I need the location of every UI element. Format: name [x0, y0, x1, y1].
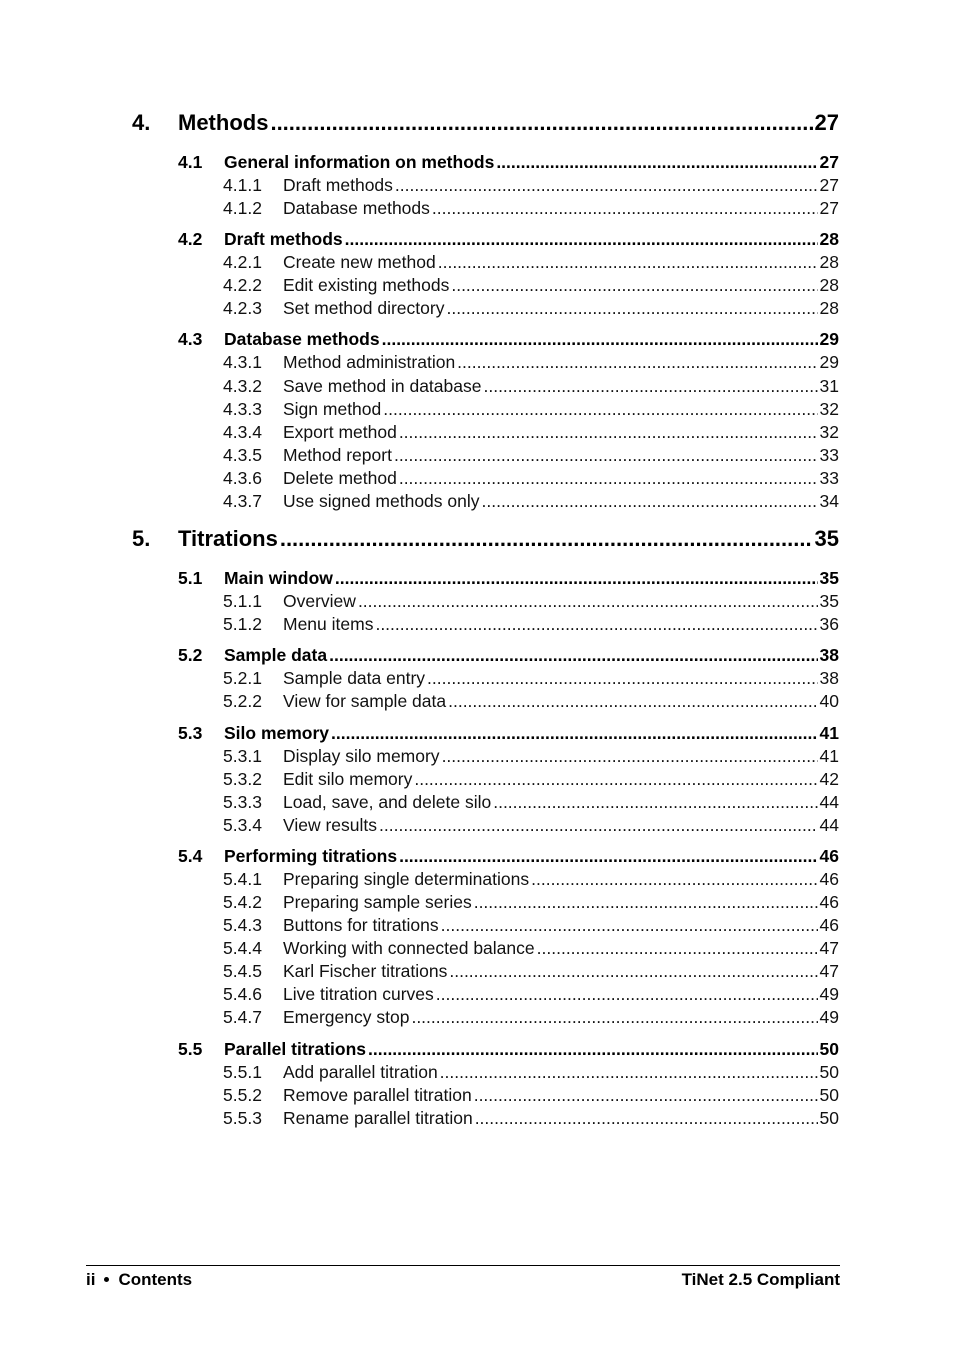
entry-title: Load, save, and delete silo	[283, 791, 492, 812]
toc-section[interactable]	[132, 152, 839, 175]
toc-section[interactable]	[132, 1039, 839, 1062]
toc-subsection[interactable]	[132, 1108, 839, 1131]
entry-page-number: 50	[819, 1038, 839, 1059]
entry-page-number: 32	[819, 398, 839, 419]
leader-dots	[382, 329, 818, 350]
entry-number: 5.3.2	[223, 768, 262, 789]
entry-number: 5.4.6	[223, 984, 262, 1005]
entry-title: Rename parallel titration	[283, 1107, 473, 1128]
entry-title: General information on methods	[224, 152, 495, 172]
toc-subsection[interactable]	[132, 1062, 839, 1085]
toc-subsection[interactable]	[132, 938, 839, 961]
entry-number: 4.2	[178, 229, 203, 250]
entry-page-number: 41	[819, 722, 839, 743]
entry-page-number: 34	[819, 491, 839, 512]
table-of-contents	[132, 110, 839, 1131]
leader-dots	[482, 491, 818, 512]
toc-subsection[interactable]	[132, 614, 839, 637]
entry-page-number: 31	[819, 375, 839, 396]
leader-dots	[427, 668, 818, 689]
entry-number: 4.2.1	[223, 252, 262, 273]
entry-title: View results	[283, 814, 378, 835]
entry-number: 5.4.1	[223, 868, 262, 889]
entry-number: 5.4.7	[223, 1007, 262, 1028]
leader-dots	[474, 892, 818, 913]
toc-subsection[interactable]	[132, 445, 839, 468]
toc-subsection[interactable]	[132, 746, 839, 769]
entry-page-number: 28	[819, 275, 839, 296]
entry-number: 5.3.3	[223, 791, 262, 812]
entry-page-number: 50	[819, 1084, 839, 1105]
entry-page-number: 42	[819, 768, 839, 789]
entry-page-number: 29	[819, 329, 839, 350]
entry-title: Create new method	[283, 252, 436, 273]
toc-subsection[interactable]	[132, 815, 839, 838]
leader-dots	[395, 175, 818, 196]
entry-number: 5.3	[178, 722, 203, 743]
entry-number: 5.1.1	[223, 591, 262, 612]
entry-title: Overview	[283, 591, 356, 612]
entry-title: Titrations	[178, 526, 278, 552]
entry-number: 4.3.3	[223, 398, 262, 419]
leader-dots	[474, 1085, 818, 1106]
entry-page-number: 35	[819, 568, 839, 589]
entry-page-number: 35	[819, 591, 839, 612]
entry-page-number: 46	[819, 891, 839, 912]
entry-title: Draft methods	[283, 175, 393, 195]
leader-dots	[335, 568, 818, 589]
leader-dots	[475, 1108, 818, 1129]
entry-page-number: 49	[819, 1007, 839, 1028]
toc-section[interactable]	[132, 229, 839, 252]
entry-number: 5.2	[178, 645, 203, 666]
entry-page-number: 41	[819, 745, 839, 766]
toc-subsection[interactable]	[132, 376, 839, 399]
entry-title: Save method in database	[283, 375, 482, 396]
toc-subsection[interactable]	[132, 984, 839, 1007]
toc-subsection[interactable]	[132, 769, 839, 792]
entry-title: Delete method	[283, 467, 397, 488]
leader-dots	[270, 110, 812, 136]
entry-title: Working with connected balance	[283, 938, 535, 959]
leader-dots	[441, 915, 818, 936]
entry-number: 5.	[132, 526, 151, 552]
leader-dots	[438, 252, 818, 273]
leader-dots	[457, 352, 817, 373]
toc-subsection[interactable]	[132, 422, 839, 445]
toc-subsection[interactable]	[132, 591, 839, 614]
toc-chapter[interactable]	[132, 526, 839, 560]
entry-title: Remove parallel titration	[283, 1084, 472, 1105]
leader-dots	[399, 422, 818, 443]
entry-page-number: 44	[819, 814, 839, 835]
toc-subsection[interactable]	[132, 869, 839, 892]
toc-subsection[interactable]	[132, 915, 839, 938]
entry-page-number: 27	[819, 175, 839, 195]
entry-page-number: 28	[819, 229, 839, 250]
leader-dots	[345, 229, 818, 250]
entry-title: Display silo memory	[283, 745, 440, 766]
toc-subsection[interactable]	[132, 275, 839, 298]
toc-subsection[interactable]	[132, 198, 839, 221]
entry-number: 5.5.1	[223, 1061, 262, 1082]
entry-number: 4.3.2	[223, 375, 262, 396]
leader-dots	[375, 614, 817, 635]
toc-section[interactable]	[132, 568, 839, 591]
leader-dots	[531, 869, 817, 890]
bullet-icon	[104, 1277, 109, 1282]
entry-number: 5.3.1	[223, 745, 262, 766]
entry-page-number: 27	[819, 152, 839, 172]
toc-section[interactable]	[132, 645, 839, 668]
toc-subsection[interactable]	[132, 352, 839, 375]
entry-page-number: 49	[819, 984, 839, 1005]
entry-title: Set method directory	[283, 298, 445, 319]
leader-dots	[383, 399, 817, 420]
leader-dots	[394, 445, 818, 466]
entry-title: View for sample data	[283, 691, 447, 712]
entry-number: 4.1	[178, 152, 203, 172]
entry-number: 4.1.2	[223, 198, 262, 219]
entry-page-number: 46	[819, 868, 839, 889]
entry-page-number: 47	[819, 961, 839, 982]
leader-dots	[399, 846, 817, 867]
toc-subsection[interactable]	[132, 252, 839, 275]
entry-page-number: 28	[819, 252, 839, 273]
entry-page-number: 29	[819, 352, 839, 373]
toc-subsection[interactable]	[132, 399, 839, 422]
leader-dots	[440, 1062, 818, 1083]
entry-title: Buttons for titrations	[283, 915, 439, 936]
leader-dots	[368, 1039, 818, 1060]
entry-title: Performing titrations	[224, 845, 398, 866]
entry-number: 5.2.2	[223, 691, 262, 712]
entry-title: Menu items	[283, 614, 374, 635]
entry-title: Karl Fischer titrations	[283, 961, 448, 982]
entry-number: 5.4	[178, 845, 203, 866]
entry-page-number: 47	[819, 938, 839, 959]
leader-dots	[449, 961, 817, 982]
entry-title: Method report	[283, 444, 392, 465]
entry-title: Emergency stop	[283, 1007, 410, 1028]
entry-number: 4.3.7	[223, 491, 262, 512]
entry-title: Edit existing methods	[283, 275, 450, 296]
leader-dots	[329, 645, 817, 666]
entry-title: Database methods	[224, 329, 380, 350]
entry-number: 5.5	[178, 1038, 203, 1059]
entry-number: 5.3.4	[223, 814, 262, 835]
entry-title: Silo memory	[224, 722, 330, 743]
entry-number: 5.5.3	[223, 1107, 262, 1128]
entry-page-number: 35	[814, 526, 839, 552]
entry-number: 5.5.2	[223, 1084, 262, 1105]
entry-title: Sample data	[224, 645, 328, 666]
toc-subsection[interactable]	[132, 668, 839, 691]
entry-number: 5.4.3	[223, 915, 262, 936]
entry-number: 4.3.1	[223, 352, 262, 373]
entry-page-number: 33	[819, 467, 839, 488]
toc-subsection[interactable]	[132, 892, 839, 915]
leader-dots	[280, 526, 813, 552]
entry-title: Edit silo memory	[283, 768, 413, 789]
entry-title: Preparing single determinations	[283, 868, 530, 889]
entry-number: 5.2.1	[223, 668, 262, 689]
toc-chapter[interactable]	[132, 110, 839, 144]
toc-subsection[interactable]	[132, 298, 839, 321]
page-footer	[86, 1270, 840, 1290]
footer-section-label: Contents	[118, 1270, 193, 1289]
entry-number: 4.2.3	[223, 298, 262, 319]
leader-dots	[399, 468, 818, 489]
toc-subsection[interactable]	[132, 961, 839, 984]
footer-rule	[86, 1265, 840, 1266]
entry-number: 4.3.4	[223, 421, 262, 442]
entry-title: Live titration curves	[283, 984, 434, 1005]
entry-number: 4.3	[178, 329, 203, 350]
entry-number: 4.	[132, 110, 151, 135]
entry-title: Parallel titrations	[224, 1038, 366, 1059]
entry-number: 4.2.2	[223, 275, 262, 296]
toc-section[interactable]	[132, 329, 839, 352]
entry-number: 4.3.6	[223, 467, 262, 488]
leader-dots	[496, 152, 817, 173]
entry-number: 4.3.5	[223, 444, 262, 465]
entry-page-number: 40	[819, 691, 839, 712]
toc-subsection[interactable]	[132, 1007, 839, 1030]
leader-dots	[411, 1007, 817, 1028]
entry-title: Sample data entry	[283, 668, 426, 689]
leader-dots	[414, 769, 817, 790]
entry-page-number: 44	[819, 791, 839, 812]
entry-page-number: 50	[819, 1107, 839, 1128]
toc-subsection[interactable]	[132, 468, 839, 491]
footer-page-number: ii	[86, 1270, 96, 1289]
entry-page-number: 33	[819, 444, 839, 465]
entry-number: 5.1.2	[223, 614, 262, 635]
toc-subsection[interactable]	[132, 1085, 839, 1108]
leader-dots	[537, 938, 818, 959]
footer-left	[86, 1270, 192, 1290]
entry-number: 5.4.2	[223, 891, 262, 912]
entry-title: Draft methods	[224, 229, 343, 250]
entry-page-number: 50	[819, 1061, 839, 1082]
entry-title: Preparing sample series	[283, 891, 472, 912]
toc-subsection[interactable]	[132, 792, 839, 815]
leader-dots	[483, 376, 817, 397]
entry-title: Export method	[283, 421, 397, 442]
entry-title: Main window	[224, 568, 333, 589]
leader-dots	[358, 591, 818, 612]
entry-title: Add parallel titration	[283, 1061, 438, 1082]
entry-title: Methods	[178, 110, 269, 135]
leader-dots	[436, 984, 818, 1005]
leader-dots	[451, 275, 817, 296]
leader-dots	[432, 198, 818, 219]
toc-section[interactable]	[132, 846, 839, 869]
toc-subsection[interactable]	[132, 175, 839, 198]
toc-subsection[interactable]	[132, 491, 839, 514]
leader-dots	[446, 298, 817, 319]
entry-number: 5.1	[178, 568, 203, 589]
entry-page-number: 38	[819, 645, 839, 666]
toc-subsection[interactable]	[132, 691, 839, 714]
entry-page-number: 38	[819, 668, 839, 689]
entry-title: Method administration	[283, 352, 456, 373]
entry-title: Sign method	[283, 398, 382, 419]
leader-dots	[448, 691, 817, 712]
entry-page-number: 36	[819, 614, 839, 635]
entry-page-number: 28	[819, 298, 839, 319]
entry-number: 4.1.1	[223, 175, 262, 195]
leader-dots	[379, 815, 818, 836]
entry-title: Use signed methods only	[283, 491, 480, 512]
entry-page-number: 46	[819, 845, 839, 866]
leader-dots	[331, 723, 817, 744]
entry-page-number: 27	[819, 198, 839, 219]
footer-product-label: TiNet 2.5 Compliant	[681, 1270, 840, 1289]
entry-number: 5.4.5	[223, 961, 262, 982]
toc-section[interactable]	[132, 723, 839, 746]
leader-dots	[442, 746, 818, 767]
entry-page-number: 32	[819, 421, 839, 442]
entry-page-number: 27	[814, 110, 839, 135]
entry-page-number: 46	[819, 915, 839, 936]
leader-dots	[493, 792, 817, 813]
entry-number: 5.4.4	[223, 938, 262, 959]
entry-title: Database methods	[283, 198, 430, 219]
